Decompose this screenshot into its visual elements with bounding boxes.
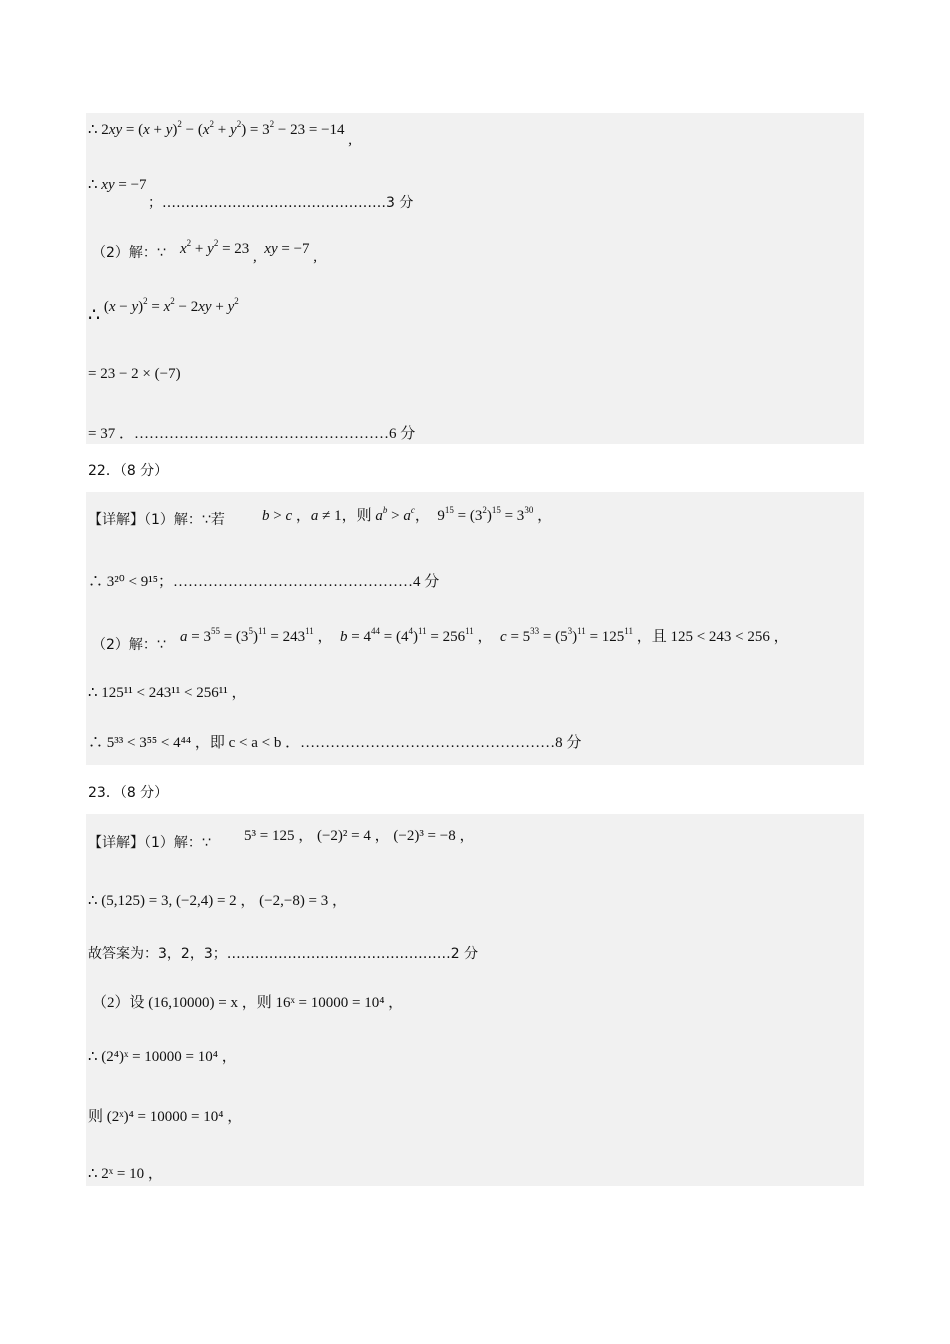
q23-line3: 故答案为：3，2，3；…………………………………………2 分 — [88, 946, 479, 962]
b1-line3: （2）解：∵ — [92, 245, 166, 261]
q23-line4: （2）设 (16,10000) = x ，则 16ˣ = 10000 = 10⁴ ， — [92, 995, 404, 1011]
q22-line1-math: b > c ，a ≠ 1，则 $a^b > a^c$， $9^{15} = (3^2)^{15} = 3^{30}$ ， — [262, 505, 553, 524]
q23-line7: ∴ 2ˣ = 10 ， — [88, 1166, 163, 1182]
q23-heading: 23．（8 分） — [88, 785, 169, 801]
b1-line2-tail: ；…………………………………………3 分 — [148, 195, 414, 211]
b1-line4: ∴ $(x - y)^2 = x^2 - 2xy + y^2$ — [88, 296, 239, 326]
q23-line2: ∴ (5,125) = 3, (−2,4) = 2 ， (−2,−8) = 3 ， — [88, 893, 348, 909]
b1-line5: = 23 − 2 × (−7) — [88, 366, 181, 382]
q22-line5: ∴ 5³³ < 3⁵⁵ < 4⁴⁴ ，即 c < a < b ．……………………………………………8 分 — [88, 735, 582, 751]
b1-line1: ∴ $2xy = (x + y)^2 - (x^2 + y^2) = 3^2 - 23 = -14$ , — [88, 119, 353, 148]
q22-line3-math: $a = 3^{55} = (3^5)^{11} = 243^{11}$ ， $b = 4^{44} = (4^4)^{11} = 256^{11}$ ， $c = 5^{33} = (5^3)^{11} = 125^{11}$ ，且 125 < 243 < 256 ， — [180, 626, 789, 645]
q22-line2: ∴ 3²⁰ < 9¹⁵；…………………………………………4 分 — [88, 574, 440, 590]
b1-line3-math: $x^2 + y^2 = 23$ , xy = −7 , — [180, 238, 318, 265]
q23-line1: 【详解】（1）解：∵ — [88, 835, 211, 851]
b1-line6: = 37 ．……………………………………………6 分 — [88, 426, 416, 442]
q22-line4: ∴ 125¹¹ < 243¹¹ < 256¹¹ ， — [88, 685, 247, 701]
q22-line1: 【详解】（1）解：∵若 — [88, 512, 225, 528]
q22-line3: （2）解：∵ — [92, 637, 166, 653]
q22-heading: 22．（8 分） — [88, 463, 169, 479]
q23-line5: ∴ (2⁴)ˣ = 10000 = 10⁴ ， — [88, 1049, 237, 1065]
solution-block-21 — [86, 113, 864, 444]
q23-line1-math: 5³ = 125 ， (−2)² = 4 ， (−2)³ = −8 ， — [244, 828, 475, 844]
q23-line6: 则 (2ˣ)⁴ = 10000 = 10⁴ ， — [88, 1109, 243, 1125]
b1-line2: ∴ xy = −7 — [88, 177, 147, 193]
